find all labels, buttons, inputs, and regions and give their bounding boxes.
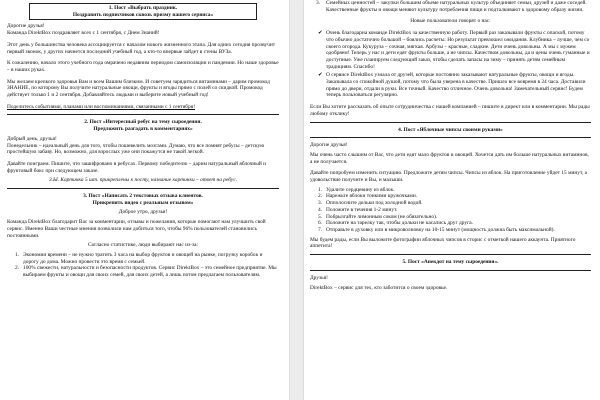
list-item: 5. Побрызгайте лимонным соком (не обязательно). <box>318 213 438 220</box>
post-3-greeting: Доброе утро, друзья! <box>118 209 168 216</box>
list-item: 4. Положите в течения 1-2 минут. <box>318 206 398 213</box>
post-3-title-line2: Прикрепить видео с реальным отзывом» <box>92 199 194 206</box>
list-item: 1. Удалите сердцевину из яблок. <box>318 186 395 193</box>
post-2-title-line2: Предложить разгадать в комментариях» <box>93 126 193 133</box>
list-item: 1. Экономии времени – не нужно тратить 3 часа на выбор фруктов и овощей на рынке, погрузку коробок и дорогу до дома. Можно провести это время с семьей. <box>15 251 263 265</box>
section-divider <box>7 188 279 189</box>
post-3-paragraph-2: Согласно статистике, люди выбирают нас из-за: <box>88 242 198 249</box>
post-1-paragraph-2: Этот день у большинства человека ассоциируется с началом нового жизненного этапа. Для одних сегодня прозвучит первый звонок, у других начнется последний учебный год, а кто-то впервые зайдет в стены ВУЗа. <box>7 41 276 55</box>
review-item: ✔ Очень благодарна команде DirektBox за качественную работу. Первый раз заказывали фрукты с опаской, потому что обычно достаточно большой – боялись расчеты. Но результат превзошел ожидания. Клубника – лучше, чем со своего огорода. Кукуруза – сочная, мягкая. Арбузы – красные, сладкие. Дети очень довольны. А мы с мужем одобряем! Теперь у нас и дети едят фрукты больше, а не чипсы. Качеством довольны, да и цены очень гуманные и доступные. Уже планируем следующий заказ, чтобы сделать запасы на зиму – принять детям семейным традициям. Спасибо! <box>318 30 590 70</box>
post-2-title-line1: 2. Пост «Интересный ребус на тему сыроедения. <box>84 119 202 126</box>
post-1-paragraph-3: К сожалению, начало этого учебного года омрачено недавним периодом самоизоляции и пандемии. Но наше здоровье – в наших руках. <box>7 60 279 73</box>
post-2-paragraph-2: Давайте поиграем. Пишите, что зашифровано в ребусах. Первому победителю – дарим натуральный яблочный и фруктовый бокс при следующем заказе. <box>7 160 267 174</box>
post-1-title-line2: Поздравить подписчиков сквозь призму нашего сервиса» <box>72 11 214 18</box>
post-5-title: 5. Пост «Анекдот на тему сыроедения». <box>402 259 499 266</box>
post-3-reasons-list <box>7 252 279 279</box>
post-1-paragraph-1: Команда DirektBox поздравляет всех с 1 сентября, с Днем Знаний! <box>7 30 160 37</box>
post-1-paragraph-5: Поделитесь событиями, планами или воспоминаниями, связанными с 1 сентября! <box>7 103 196 110</box>
post-3-title-line1: 3. Пост «Написать 2 текстовых отзыва клиентов. <box>83 193 203 200</box>
list-item: 7. Отправьте в духовку или в микроволновку на 10-15 минут (мощность должна быть максимальной). <box>318 226 555 233</box>
reviews-list <box>310 30 591 99</box>
section-divider <box>7 114 279 115</box>
post-3-reason-3: Семейных ценностей – закупки большим объеме натуральных культур объединяет семьи, друзей и даже соседей. Качественные фрукты и овощи меняют культуру потребления пищи и подталкивают к здоровому образу жизни. <box>326 0 587 13</box>
document-page-left <box>0 0 289 400</box>
post-2-greeting: Добрый день, друзья! <box>7 135 57 142</box>
post-2-note: 3.Ы. Картинка 5 шт. прикреплены к посту, название картинки – ответ на ребус. <box>48 177 238 184</box>
post-1-paragraph-4: Мы желаем крепкого здоровья Вам и всем Вашим близким. И советуем зарядиться витаминами – дарим промокод ЗНАНИЕ, по которому Вы получите натуральные овощи, фрукты и ягоды прямо с полей со скидкой. Промокод действует только 1 и 2 сентября. Добавляйтесь людьми и выберите новый учебный год! <box>7 78 270 99</box>
closing-paragraph: Если Вы хотите рассказать об опыте сотрудничества с нашей компанией – пишите в директ или в комментарии. Мы рады любому отклику! <box>310 104 590 117</box>
section-divider <box>310 270 591 271</box>
post-1-title-box <box>29 3 257 20</box>
section-divider <box>310 137 591 138</box>
post-4-title: 4. Пост «Яблочные чипсы своими руками» <box>398 126 503 133</box>
list-item: 2. 100% свежести, натуральности и безопасности продуктов. Сервис DirektBox – это семейное предприятие. Мы выбираем фрукты и овощи для своих семей, для своих детей, а лишь потом предлагаем пользователям. <box>15 265 277 279</box>
post-4-paragraph-2: Давайте попробуем изменить ситуацию. Предложите детям чипсы. Чипсы из яблок. На приготовление уйдет 15 минут, а удовольствие получите и Вы, и малыши. <box>310 170 587 184</box>
section-divider <box>310 122 591 123</box>
list-item: 3. Опполосните дольки под холодной водой. <box>318 200 423 207</box>
section-divider <box>310 254 591 255</box>
post-3-title <box>7 193 279 206</box>
post-4-paragraph-1: Мы очень часто слышим от Вас, что дети едят мало фруктов и овощей. Хочется дать им больше натуральных витаминов, а не получается. <box>310 151 589 165</box>
post-5-paragraph-1: DirektBox – сервис для тех, кто заботится о своем здоровье. <box>310 284 448 291</box>
list-item: 2. Нарежьте яблоки тонкими кружочками. <box>318 193 418 200</box>
post-2-paragraph-1: Понедельник – идеальный день для того, чтобы пошевелить мозгами. Думаю, что все помнят ребусы – детскую простейшую забаву. Но, возможно, для взрослых уже они покажутся не такой легкой. <box>7 142 265 156</box>
post-5-greeting: Друзья! <box>310 274 328 281</box>
post-1-title-line1: 1. Пост «Выбрать праздник. <box>108 5 178 11</box>
post-1-greeting: Дорогие друзья! <box>7 23 45 30</box>
post-2-title <box>7 119 279 132</box>
post-3-paragraph-1: Команда DirektBox благодарит Вас за комментарии, отзывы и пожелания, которые помогают нам улучшить свой сервис. Именно Ваши честные мнения позволили нам добиться того, чтобы 96% пользователей становились постоянными. <box>7 219 266 239</box>
review-item: ✔ О сервисе DirektBox узнала от друзей, которые постоянно заказывают натуральные фрукты, овощи и ягоды. Заказывала со спокойной душой, потому что была уверена в качестве. Пришло все вовремя в 24 часа. Доставили прямо до двери, отдали в руки. Все точный. Качество отличное. Очень довольна! Замечательный сервис! Будем теперь пользоваться регулярно. <box>318 72 586 99</box>
document-page-right <box>304 0 600 400</box>
post-4-greeting: Дорогие друзья! <box>310 142 348 149</box>
list-item: 3. Семейных ценностей – закупки большим объеме натуральных культур объединяет семьи, друзей и даже соседей. Качественные фрукты и овощи меняют культуру потребления пищи и подталкивают к здоровому образу жизни. <box>316 0 587 13</box>
list-item: 6. Положите на тарелку так, чтобы дольки не касались друг друга. <box>318 220 474 227</box>
post-4-paragraph-3: Мы будем рады, если Вы выложите фотографии яблочных чипсов в сторис с отметкой нашего аккаунта. Приятного аппетита! <box>310 236 576 250</box>
post-4-steps-list <box>310 187 591 234</box>
reviews-intro: Новые пользователи говорят о нас: <box>410 18 491 25</box>
